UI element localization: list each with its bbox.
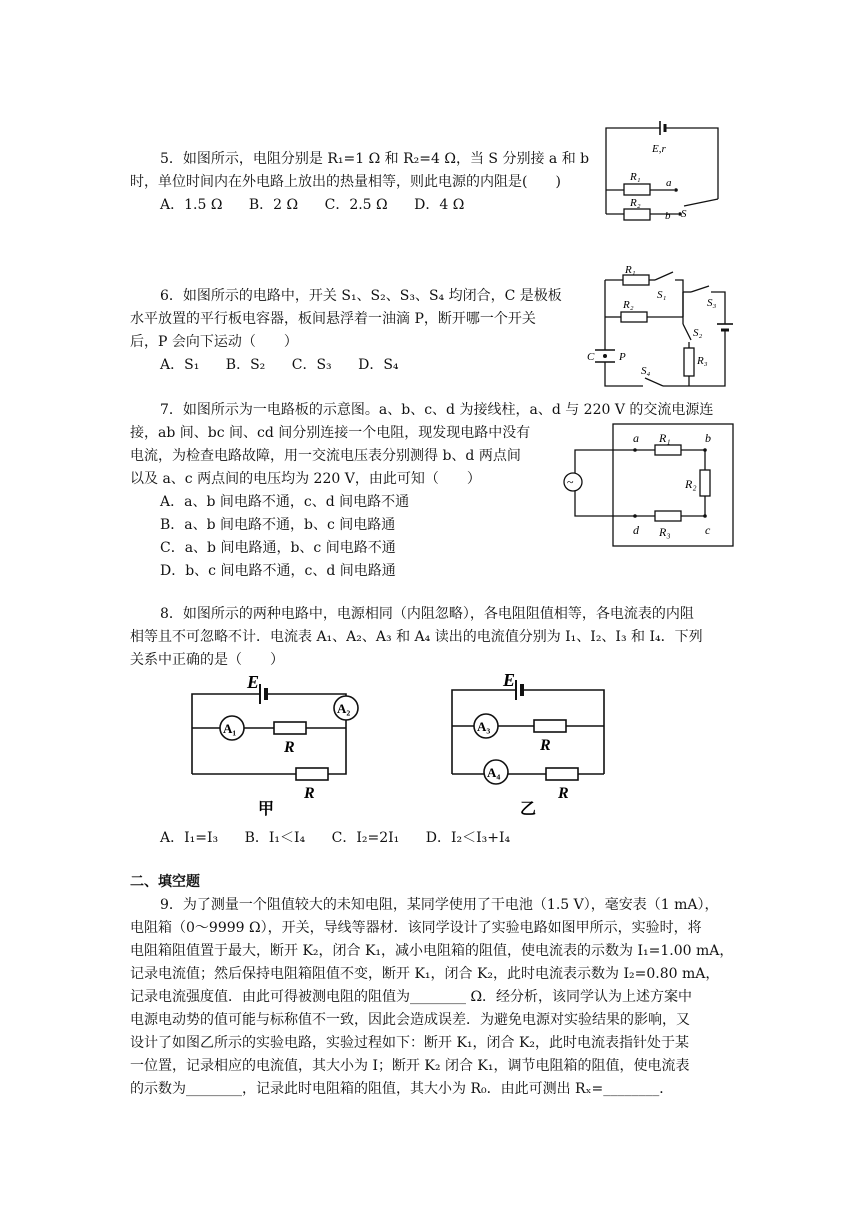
q5-fig-s-label: S xyxy=(681,208,687,220)
q5-option-a: A．1.5 Ω xyxy=(160,197,223,213)
q6-option-d: D．S₄ xyxy=(358,357,399,373)
q8-yi-caption: 乙 xyxy=(520,801,537,818)
q7-fig-r2-label: R₂ xyxy=(685,477,697,491)
q7-option-d: D．b、c 间电路不通，c、d 间电路通 xyxy=(160,563,396,579)
q8-options xyxy=(160,828,532,848)
q7-fig-r1-label: R₁ xyxy=(659,431,671,445)
q8-jia-e-label: E xyxy=(247,672,260,692)
q5-option-c: C．2.5 Ω xyxy=(324,197,388,213)
q8-circuit-jia xyxy=(180,668,380,818)
q8-option-a: A．I₁=I₃ xyxy=(160,830,219,846)
q6-option-c: C．S₃ xyxy=(291,357,332,373)
q8-option-b: B．I₁＜I₄ xyxy=(244,830,306,846)
q8-yi-e-label: E xyxy=(503,670,516,690)
q6-fig-s1-label: S₁ xyxy=(657,289,667,301)
section-heading-fill-in: 二、填空题 xyxy=(130,874,200,890)
q8-jia-a1-label: A₁ xyxy=(223,721,237,736)
q6-option-b: B．S₂ xyxy=(225,357,266,373)
q6-line-2: 水平放置的平行板电容器，板间悬浮着一油滴 P，断开哪一个开关 xyxy=(130,311,536,327)
q8-option-d: D．I₂＜I₃+I₄ xyxy=(425,830,511,846)
q7-option-c: C．a、b 间电路通，b、c 间电路不通 xyxy=(160,540,396,556)
q5-fig-source-label: E,r xyxy=(652,143,666,155)
q6-option-a: A．S₁ xyxy=(160,357,200,373)
q8-jia-r-label-2: R xyxy=(304,785,315,802)
q9-line-4: 记录电流值；然后保持电阻箱阻值不变，断开 K₁，闭合 K₂，此时电流表示数为 I₂=0.80 mA， xyxy=(130,966,720,982)
q9-line-5: 记录电流强度值．由此可得被测电阻的阻值为________ Ω．经分析，该同学认为上述方案中 xyxy=(130,989,693,1005)
q5-fig-a-label: a xyxy=(666,177,672,189)
q6-fig-r1-label: R₁ xyxy=(625,264,636,276)
q9-line-2: 电阻箱（0～9999 Ω），开关，导线等器材．该同学设计了实验电路如图甲所示，实验时，将 xyxy=(130,920,702,936)
q7-line-3: 电流，为检查电路故障，用一交流电压表分别测得 b、d 两点间 xyxy=(130,448,521,464)
q6-fig-s3-label: S₃ xyxy=(707,297,717,309)
q7-line-2: 接，ab 间、bc 间、cd 间分别连接一个电阻，现发现电路中没有 xyxy=(130,425,531,441)
q6-fig-c-label: C xyxy=(587,351,595,363)
q8-jia-a2-label: A₂ xyxy=(337,701,351,716)
q6-fig-r2-label: R₂ xyxy=(623,299,634,311)
q5-fig-b-label: b xyxy=(665,210,671,222)
q7-option-b: B．a、b 间电路不通，b、c 间电路通 xyxy=(160,517,396,533)
q9-line-9: 的示数为________，记录此时电阻箱的阻值，其大小为 R₀．由此可测出 Rₓ=________． xyxy=(130,1081,674,1097)
q9-line-7: 设计了如图乙所示的实验电路，实验过程如下：断开 K₁，闭合 K₂，此时电流表指针处于某 xyxy=(130,1035,690,1051)
q6-options xyxy=(160,355,421,375)
q8-yi-a3-label: A₃ xyxy=(477,719,491,734)
q7-fig-c-label: c xyxy=(705,523,711,537)
q5-option-d: D．4 Ω xyxy=(414,197,465,213)
q5-line-2: 时，单位时间内在外电路上放出的热量相等，则此电源的内阻是( ) xyxy=(130,174,561,190)
q9-line-1: 9．为了测量一个阻值较大的未知电阻，某同学使用了干电池（1.5 V），毫安表（1 mA）， xyxy=(160,897,719,913)
q5-line-1: 5．如图所示，电阻分别是 R₁=1 Ω 和 R₂=4 Ω，当 S 分别接 a 和 b xyxy=(160,151,590,167)
q6-circuit-figure xyxy=(585,262,745,397)
q8-option-c: C．I₂=2I₁ xyxy=(331,830,400,846)
q5-circuit-figure xyxy=(598,118,730,226)
q6-fig-p-label: P xyxy=(619,351,626,363)
q7-option-a: A．a、b 间电路不通，c、d 间电路不通 xyxy=(160,494,410,510)
q6-fig-s2-label: S₂ xyxy=(693,327,703,339)
q8-line-2: 相等且不可忽略不计．电流表 A₁、A₂、A₃ 和 A₄ 读出的电流值分别为 I₁、I₂、I₃ 和 I₄．下列 xyxy=(130,629,703,645)
q8-yi-r-label-1: R xyxy=(540,737,551,754)
q5-fig-r1-label: R₁ xyxy=(630,171,641,183)
q8-yi-r-label-2: R xyxy=(558,785,569,802)
q7-fig-a-label: a xyxy=(633,431,639,445)
q5-option-b: B．2 Ω xyxy=(248,197,299,213)
q5-fig-r2-label: R₂ xyxy=(630,197,641,209)
q9-line-6: 电源电动势的值可能与标称值不一致，因此会造成误差．为避免电源对实验结果的影响，又 xyxy=(130,1012,690,1028)
q8-line-1: 8．如图所示的两种电路中，电源相同（内阻忽略），各电阻阻值相等，各电流表的内阻 xyxy=(160,606,694,622)
q9-line-8: 一位置，记录相应的电流值，其大小为 I；断开 K₂ 闭合 K₁，调节电阻箱的阻值，使电流表 xyxy=(130,1058,690,1074)
q8-circuit-yi xyxy=(440,668,630,818)
q6-line-3: 后，P 会向下运动（ ） xyxy=(130,334,298,350)
q7-fig-b-label: b xyxy=(705,431,711,445)
q9-line-3: 电阻箱阻值置于最大，断开 K₂，闭合 K₁，减小电阻箱的阻值，使电流表的示数为 I₁=1.00 mA， xyxy=(130,943,734,959)
q7-fig-ac-source: ~ xyxy=(567,475,574,489)
q6-fig-r3-label: R₃ xyxy=(697,355,708,367)
q7-fig-r3-label: R₃ xyxy=(659,525,671,539)
q6-fig-s4-label: S₄ xyxy=(641,365,651,377)
q7-line-1: 7．如图所示为一电路板的示意图。a、b、c、d 为接线柱，a、d 与 220 V 的交流电源连 xyxy=(160,402,714,418)
q8-jia-r-label-1: R xyxy=(284,739,295,756)
q8-yi-a4-label: A₄ xyxy=(487,765,501,780)
q6-line-1: 6．如图所示的电路中，开关 S₁、S₂、S₃、S₄ 均闭合，C 是极板 xyxy=(160,288,562,304)
q8-line-3: 关系中正确的是（ ） xyxy=(130,652,284,668)
q8-jia-caption: 甲 xyxy=(258,801,275,818)
q7-circuit-figure xyxy=(555,420,737,550)
q7-line-4: 以及 a、c 两点间的电压均为 220 V，由此可知（ ） xyxy=(130,471,481,487)
q7-fig-d-label: d xyxy=(633,523,639,537)
q5-options xyxy=(160,195,486,215)
